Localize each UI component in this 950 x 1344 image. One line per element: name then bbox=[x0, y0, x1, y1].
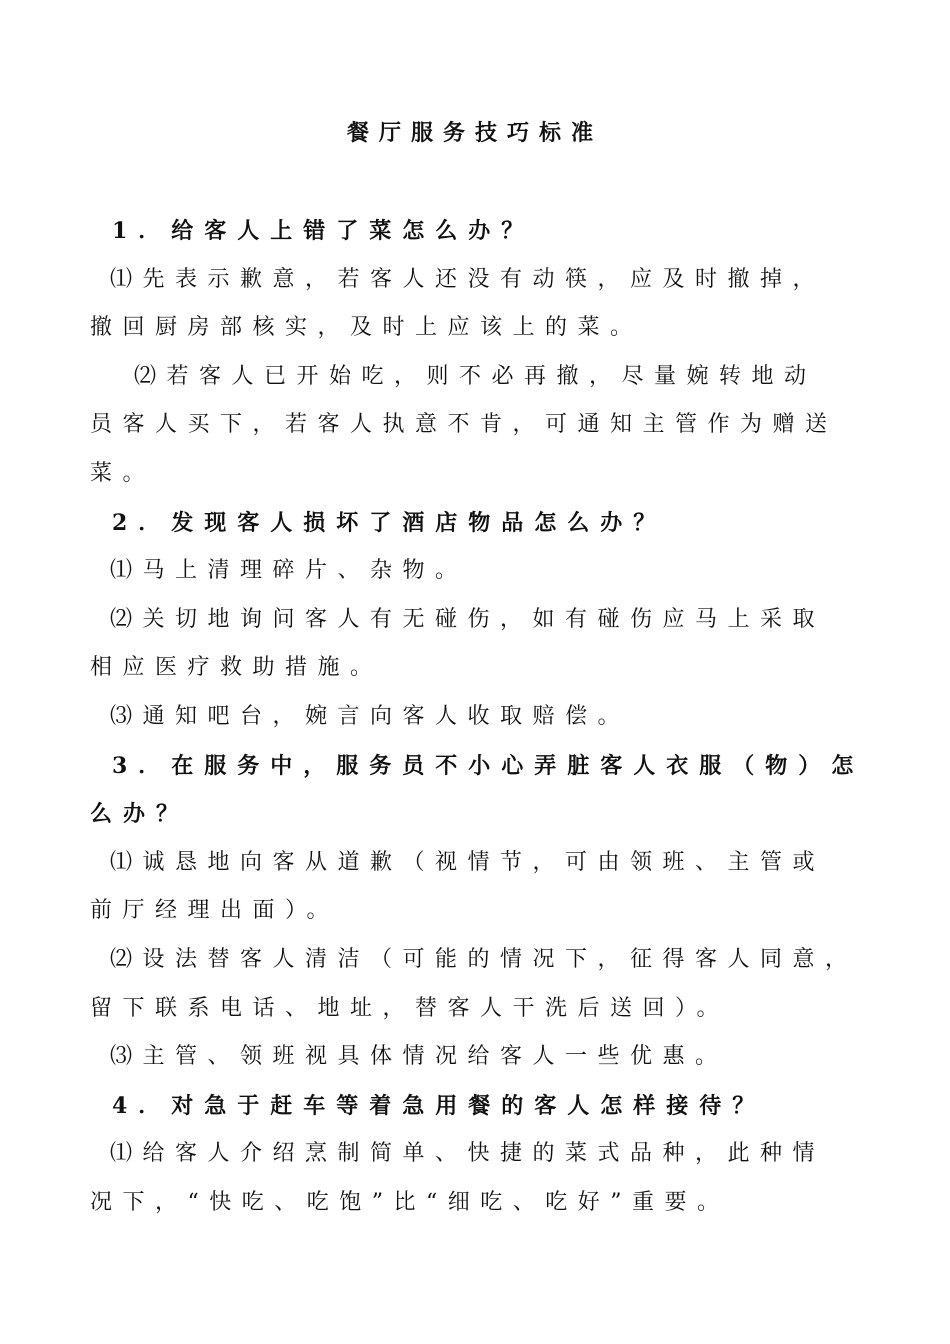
answer-1-2-line-3: 菜。 bbox=[90, 460, 156, 486]
answer-3-2-line-2: 留下联系电话、地址，替客人干洗后送回）。 bbox=[90, 995, 730, 1021]
answer-4-1-line-1: ⑴给客人介绍烹制简单、快捷的菜式品种，此种情 bbox=[110, 1141, 826, 1167]
answer-1-2-line-2: 员客人买下，若客人执意不肯，可通知主管作为赠送 bbox=[90, 412, 838, 438]
question-3-heading-line-1: 3．在服务中，服务员不小心弄脏客人衣服（物）怎 bbox=[112, 752, 865, 779]
answer-1-2-line-1: ⑵若客人已开始吃，则不必再撤，尽量婉转地动 bbox=[134, 363, 817, 389]
answer-3-1-line-1: ⑴诚恳地向客从道歉（视情节，可由领班、主管或 bbox=[110, 849, 826, 875]
question-3-heading-line-2: 么办？ bbox=[90, 801, 190, 828]
answer-3-3-line-1: ⑶主管、领班视具体情况给客人一些优惠。 bbox=[110, 1044, 728, 1070]
answer-2-2-line-1: ⑵关切地询问客人有无碰伤，如有碰伤应马上采取 bbox=[110, 606, 826, 632]
document-title: 餐厅服务技巧标准 bbox=[346, 120, 603, 146]
answer-4-1-line-2: 况下，“快吃、吃饱”比“细吃、吃好”重要。 bbox=[90, 1189, 730, 1215]
document-body bbox=[90, 207, 865, 1227]
answer-3-2-line-1: ⑵设法替客人清洁（可能的情况下，征得客人同意， bbox=[110, 946, 858, 972]
answer-2-2-line-2: 相应医疗救助措施。 bbox=[90, 655, 383, 681]
question-1-heading: 1．给客人上错了菜怎么办？ bbox=[112, 218, 535, 244]
answer-1-1-line-1: ⑴先表示歉意，若客人还没有动筷，应及时撤掉， bbox=[110, 266, 826, 292]
answer-3-1-line-2: 前厅经理出面）。 bbox=[90, 898, 340, 924]
answer-1-1-line-2: 撤回厨房部核实，及时上应该上的菜。 bbox=[90, 315, 643, 341]
question-2-heading: 2．发现客人损坏了酒店物品怎么办？ bbox=[112, 509, 667, 536]
answer-2-3-line-1: ⑶通知吧台，婉言向客人收取赔偿。 bbox=[110, 703, 631, 729]
question-4-heading: 4．对急于赶车等着急用餐的客人怎样接待？ bbox=[112, 1092, 766, 1119]
answer-2-1-line-1: ⑴马上清理碎片、杂物。 bbox=[110, 558, 468, 584]
